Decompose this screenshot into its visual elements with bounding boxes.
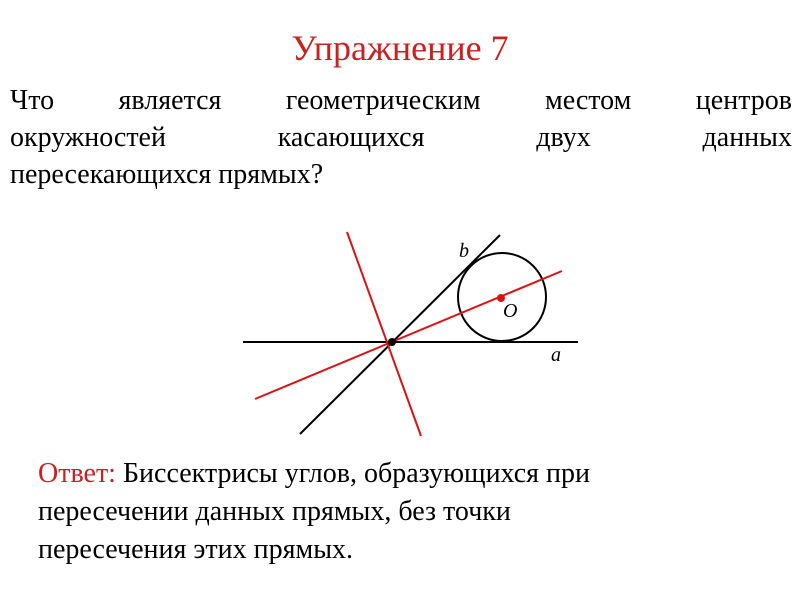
question-word: центров — [695, 85, 792, 116]
question-word: двух — [536, 122, 591, 153]
question-word: касающихся — [277, 122, 425, 153]
answer-line-2: пересечении данных прямых, без точки — [38, 496, 511, 527]
question-word: окружностей — [10, 122, 166, 153]
answer-line-3: пересечения этих прямых. — [38, 534, 354, 565]
intersection-point — [388, 338, 396, 346]
label-o: O — [503, 300, 518, 322]
answer-text — [38, 455, 778, 569]
answer-label: Ответ: — [38, 458, 116, 489]
question-word: геометрическим — [285, 85, 481, 116]
bisector-1 — [255, 271, 562, 399]
question-word: Что — [10, 85, 55, 116]
answer-line-1-text: Биссектрисы углов, образующихся при — [115, 458, 591, 489]
question-word: данных — [702, 122, 792, 153]
label-a: a — [551, 344, 561, 366]
slide-title: Упражнение 7 — [291, 28, 509, 68]
question-word: является — [118, 85, 222, 116]
label-b: b — [459, 240, 469, 262]
question-line-3: пересекающихся прямых? — [10, 159, 324, 190]
line-b — [300, 235, 500, 434]
question-word: местом — [545, 85, 632, 116]
answer-line-1 — [38, 455, 778, 493]
